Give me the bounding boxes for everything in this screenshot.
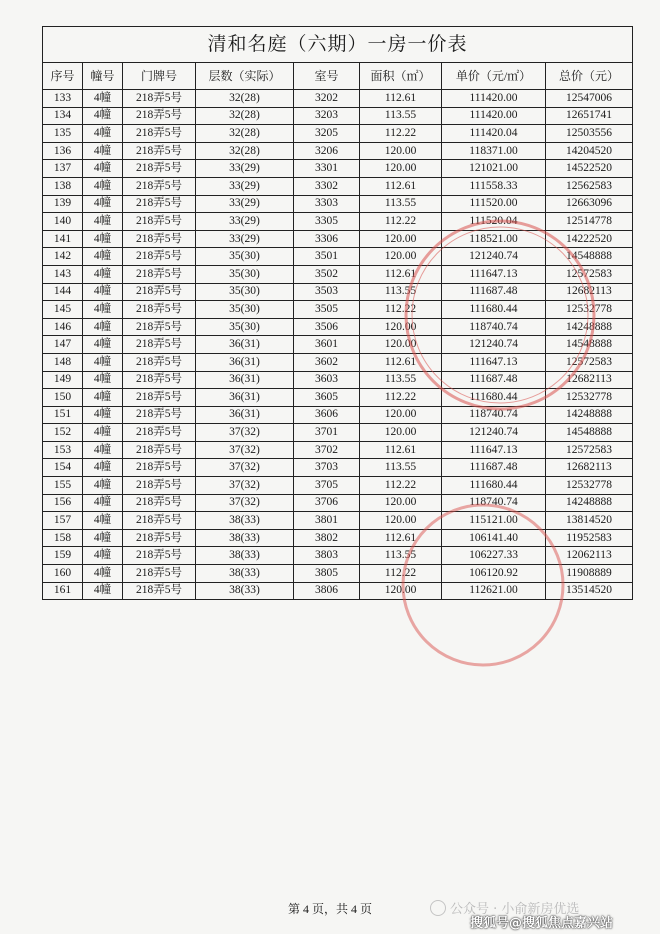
table-cell: 218弄5号 (123, 177, 196, 195)
table-cell: 218弄5号 (123, 213, 196, 231)
table-cell: 157 (43, 512, 83, 530)
table-cell: 14248888 (546, 318, 633, 336)
table-cell: 37(32) (196, 424, 294, 442)
column-header: 序号 (43, 63, 83, 90)
watermark-text: 公众号 · 小俞新房优选 (450, 902, 580, 917)
table-cell: 145 (43, 301, 83, 319)
table-cell: 12572583 (546, 441, 633, 459)
table-cell: 12532778 (546, 301, 633, 319)
table-cell: 118740.74 (442, 494, 546, 512)
table-cell: 120.00 (360, 160, 442, 178)
table-cell: 120.00 (360, 318, 442, 336)
table-cell: 37(32) (196, 494, 294, 512)
table-cell: 4幢 (83, 283, 123, 301)
table-cell: 33(29) (196, 160, 294, 178)
table-cell: 135 (43, 125, 83, 143)
column-header: 幢号 (83, 63, 123, 90)
table-cell: 115121.00 (442, 512, 546, 530)
table-cell: 14548888 (546, 336, 633, 354)
table-cell: 142 (43, 248, 83, 266)
table-cell: 14222520 (546, 230, 633, 248)
table-cell: 113.55 (360, 195, 442, 213)
price-table (42, 26, 633, 600)
table-cell: 218弄5号 (123, 265, 196, 283)
table-row (43, 371, 633, 389)
table-cell: 156 (43, 494, 83, 512)
table-cell: 3801 (294, 512, 360, 530)
table-cell: 4幢 (83, 477, 123, 495)
table-cell: 113.55 (360, 107, 442, 125)
table-cell: 144 (43, 283, 83, 301)
table-cell: 112.61 (360, 529, 442, 547)
table-cell: 3202 (294, 90, 360, 108)
column-header: 层数（实际） (196, 63, 294, 90)
table-cell: 111647.13 (442, 441, 546, 459)
table-cell: 120.00 (360, 336, 442, 354)
table-cell: 35(30) (196, 318, 294, 336)
table-cell: 218弄5号 (123, 318, 196, 336)
table-cell: 120.00 (360, 494, 442, 512)
table-cell: 4幢 (83, 389, 123, 407)
table-cell: 112.61 (360, 441, 442, 459)
table-row (43, 301, 633, 319)
table-cell: 33(29) (196, 195, 294, 213)
table-row (43, 336, 633, 354)
table-cell: 4幢 (83, 371, 123, 389)
wechat-icon (430, 900, 446, 916)
table-cell: 160 (43, 565, 83, 583)
table-cell: 218弄5号 (123, 230, 196, 248)
table-row (43, 406, 633, 424)
table-cell: 151 (43, 406, 83, 424)
table-row (43, 318, 633, 336)
table-cell: 4幢 (83, 441, 123, 459)
table-cell: 120.00 (360, 512, 442, 530)
table-cell: 218弄5号 (123, 565, 196, 583)
table-row (43, 441, 633, 459)
table-cell: 111687.48 (442, 283, 546, 301)
table-cell: 4幢 (83, 353, 123, 371)
table-cell: 3505 (294, 301, 360, 319)
table-cell: 36(31) (196, 389, 294, 407)
table-cell: 133 (43, 90, 83, 108)
price-list-document (42, 26, 632, 600)
table-cell: 218弄5号 (123, 107, 196, 125)
table-cell: 4幢 (83, 160, 123, 178)
table-cell: 137 (43, 160, 83, 178)
table-cell: 36(31) (196, 371, 294, 389)
table-cell: 218弄5号 (123, 477, 196, 495)
table-cell: 111680.44 (442, 389, 546, 407)
table-cell: 118521.00 (442, 230, 546, 248)
table-cell: 3602 (294, 353, 360, 371)
table-cell: 218弄5号 (123, 459, 196, 477)
table-row (43, 494, 633, 512)
table-cell: 218弄5号 (123, 529, 196, 547)
table-cell: 218弄5号 (123, 353, 196, 371)
table-cell: 218弄5号 (123, 301, 196, 319)
table-cell: 218弄5号 (123, 406, 196, 424)
table-cell: 3303 (294, 195, 360, 213)
table-cell: 138 (43, 177, 83, 195)
table-cell: 140 (43, 213, 83, 231)
table-cell: 147 (43, 336, 83, 354)
table-cell: 134 (43, 107, 83, 125)
table-cell: 3705 (294, 477, 360, 495)
table-cell: 3203 (294, 107, 360, 125)
column-header: 门牌号 (123, 63, 196, 90)
table-cell: 112.22 (360, 301, 442, 319)
table-row (43, 195, 633, 213)
table-cell: 112.61 (360, 265, 442, 283)
table-cell: 4幢 (83, 424, 123, 442)
table-cell: 33(29) (196, 213, 294, 231)
table-cell: 38(33) (196, 565, 294, 583)
table-cell: 3605 (294, 389, 360, 407)
table-cell: 218弄5号 (123, 142, 196, 160)
table-row (43, 107, 633, 125)
table-cell: 4幢 (83, 565, 123, 583)
table-cell: 112.22 (360, 125, 442, 143)
table-cell: 3806 (294, 582, 360, 600)
table-cell: 218弄5号 (123, 195, 196, 213)
table-cell: 218弄5号 (123, 248, 196, 266)
table-cell: 35(30) (196, 265, 294, 283)
table-cell: 4幢 (83, 195, 123, 213)
table-cell: 32(28) (196, 90, 294, 108)
column-header: 面积（㎡） (360, 63, 442, 90)
table-body (43, 90, 633, 600)
table-cell: 12532778 (546, 477, 633, 495)
table-cell: 139 (43, 195, 83, 213)
table-cell: 4幢 (83, 406, 123, 424)
table-cell: 3601 (294, 336, 360, 354)
table-cell: 3803 (294, 547, 360, 565)
table-cell: 218弄5号 (123, 512, 196, 530)
table-cell: 113.55 (360, 547, 442, 565)
table-cell: 113.55 (360, 283, 442, 301)
table-cell: 38(33) (196, 547, 294, 565)
table-cell: 12682113 (546, 283, 633, 301)
table-cell: 150 (43, 389, 83, 407)
table-cell: 118371.00 (442, 142, 546, 160)
table-cell: 112621.00 (442, 582, 546, 600)
table-cell: 218弄5号 (123, 160, 196, 178)
table-cell: 38(33) (196, 512, 294, 530)
table-cell: 12572583 (546, 353, 633, 371)
header-row (43, 63, 633, 90)
table-cell: 112.22 (360, 565, 442, 583)
table-cell: 3502 (294, 265, 360, 283)
table-cell: 111647.13 (442, 265, 546, 283)
table-cell: 3701 (294, 424, 360, 442)
table-row (43, 248, 633, 266)
table-cell: 4幢 (83, 318, 123, 336)
table-cell: 112.22 (360, 477, 442, 495)
table-cell: 12651741 (546, 107, 633, 125)
table-cell: 120.00 (360, 424, 442, 442)
table-row (43, 459, 633, 477)
table-cell: 3506 (294, 318, 360, 336)
table-cell: 4幢 (83, 213, 123, 231)
table-cell: 37(32) (196, 459, 294, 477)
table-cell: 152 (43, 424, 83, 442)
table-row (43, 265, 633, 283)
table-row (43, 90, 633, 108)
table-cell: 120.00 (360, 142, 442, 160)
table-cell: 218弄5号 (123, 547, 196, 565)
table-cell: 148 (43, 353, 83, 371)
table-cell: 14248888 (546, 406, 633, 424)
table-cell: 158 (43, 529, 83, 547)
table-row (43, 512, 633, 530)
table-row (43, 142, 633, 160)
table-cell: 4幢 (83, 107, 123, 125)
table-cell: 11952583 (546, 529, 633, 547)
table-cell: 141 (43, 230, 83, 248)
table-cell: 111520.00 (442, 195, 546, 213)
table-cell: 146 (43, 318, 83, 336)
table-row (43, 230, 633, 248)
table-cell: 38(33) (196, 582, 294, 600)
table-cell: 218弄5号 (123, 371, 196, 389)
table-cell: 14248888 (546, 494, 633, 512)
table-row (43, 283, 633, 301)
table-cell: 33(29) (196, 177, 294, 195)
table-cell: 35(30) (196, 283, 294, 301)
table-cell: 12547006 (546, 90, 633, 108)
table-cell: 3302 (294, 177, 360, 195)
table-cell: 3703 (294, 459, 360, 477)
table-cell: 218弄5号 (123, 283, 196, 301)
column-header: 单价（元/㎡） (442, 63, 546, 90)
table-cell: 218弄5号 (123, 389, 196, 407)
table-row (43, 477, 633, 495)
table-cell: 218弄5号 (123, 441, 196, 459)
table-cell: 4幢 (83, 125, 123, 143)
table-cell: 218弄5号 (123, 582, 196, 600)
table-cell: 33(29) (196, 230, 294, 248)
table-cell: 12532778 (546, 389, 633, 407)
table-cell: 32(28) (196, 125, 294, 143)
table-cell: 32(28) (196, 107, 294, 125)
table-cell: 112.61 (360, 353, 442, 371)
table-cell: 120.00 (360, 406, 442, 424)
table-cell: 12562583 (546, 177, 633, 195)
table-row (43, 213, 633, 231)
table-cell: 12663096 (546, 195, 633, 213)
table-cell: 36(31) (196, 336, 294, 354)
table-cell: 12572583 (546, 265, 633, 283)
table-cell: 143 (43, 265, 83, 283)
table-row (43, 424, 633, 442)
table-cell: 4幢 (83, 301, 123, 319)
table-cell: 3205 (294, 125, 360, 143)
table-cell: 136 (43, 142, 83, 160)
table-row (43, 160, 633, 178)
table-cell: 4幢 (83, 90, 123, 108)
table-cell: 4幢 (83, 177, 123, 195)
table-cell: 11908889 (546, 565, 633, 583)
table-cell: 3501 (294, 248, 360, 266)
table-cell: 12682113 (546, 459, 633, 477)
overlay-logo: 搜狐号@搜狐焦点嘉兴站 (470, 916, 614, 931)
table-cell: 161 (43, 582, 83, 600)
table-cell: 14522520 (546, 160, 633, 178)
table-cell: 3706 (294, 494, 360, 512)
table-row (43, 529, 633, 547)
table-cell: 218弄5号 (123, 424, 196, 442)
table-cell: 14548888 (546, 248, 633, 266)
table-cell: 14204520 (546, 142, 633, 160)
table-cell: 3503 (294, 283, 360, 301)
table-cell: 111680.44 (442, 477, 546, 495)
page-footer: 第 4 页，共 4 页 (287, 902, 372, 916)
table-cell: 36(31) (196, 406, 294, 424)
table-cell: 4幢 (83, 459, 123, 477)
table-cell: 121240.74 (442, 424, 546, 442)
column-header: 总价（元） (546, 63, 633, 90)
table-cell: 111687.48 (442, 371, 546, 389)
table-cell: 118740.74 (442, 406, 546, 424)
table-cell: 218弄5号 (123, 494, 196, 512)
table-cell: 121021.00 (442, 160, 546, 178)
table-cell: 111420.00 (442, 90, 546, 108)
table-cell: 111420.04 (442, 125, 546, 143)
table-cell: 106141.40 (442, 529, 546, 547)
table-cell: 111558.33 (442, 177, 546, 195)
table-cell: 32(28) (196, 142, 294, 160)
table-cell: 3606 (294, 406, 360, 424)
table-cell: 111520.04 (442, 213, 546, 231)
table-cell: 35(30) (196, 248, 294, 266)
table-cell: 118740.74 (442, 318, 546, 336)
table-title: 清和名庭（六期）一房一价表 (43, 27, 633, 63)
table-row (43, 582, 633, 600)
table-cell: 4幢 (83, 336, 123, 354)
table-cell: 113.55 (360, 459, 442, 477)
table-row (43, 547, 633, 565)
table-cell: 111687.48 (442, 459, 546, 477)
table-cell: 3603 (294, 371, 360, 389)
table-cell: 3301 (294, 160, 360, 178)
table-row (43, 125, 633, 143)
table-row (43, 177, 633, 195)
table-row (43, 353, 633, 371)
table-cell: 4幢 (83, 265, 123, 283)
table-cell: 155 (43, 477, 83, 495)
table-cell: 4幢 (83, 230, 123, 248)
table-cell: 4幢 (83, 547, 123, 565)
table-cell: 106227.33 (442, 547, 546, 565)
table-cell: 218弄5号 (123, 336, 196, 354)
table-cell: 111420.00 (442, 107, 546, 125)
column-header: 室号 (294, 63, 360, 90)
table-cell: 159 (43, 547, 83, 565)
table-row (43, 565, 633, 583)
table-cell: 154 (43, 459, 83, 477)
table-cell: 37(32) (196, 477, 294, 495)
table-cell: 12062113 (546, 547, 633, 565)
table-cell: 112.61 (360, 177, 442, 195)
table-cell: 36(31) (196, 353, 294, 371)
table-cell: 12514778 (546, 213, 633, 231)
table-cell: 121240.74 (442, 336, 546, 354)
table-cell: 4幢 (83, 512, 123, 530)
table-cell: 12503556 (546, 125, 633, 143)
table-row (43, 389, 633, 407)
table-cell: 218弄5号 (123, 125, 196, 143)
table-cell: 4幢 (83, 582, 123, 600)
table-cell: 4幢 (83, 494, 123, 512)
table-cell: 12682113 (546, 371, 633, 389)
table-cell: 13514520 (546, 582, 633, 600)
table-cell: 14548888 (546, 424, 633, 442)
table-cell: 218弄5号 (123, 90, 196, 108)
table-cell: 121240.74 (442, 248, 546, 266)
table-cell: 38(33) (196, 529, 294, 547)
table-cell: 153 (43, 441, 83, 459)
table-cell: 106120.92 (442, 565, 546, 583)
table-cell: 3805 (294, 565, 360, 583)
table-cell: 149 (43, 371, 83, 389)
table-cell: 4幢 (83, 248, 123, 266)
table-cell: 111647.13 (442, 353, 546, 371)
table-cell: 3802 (294, 529, 360, 547)
table-cell: 3206 (294, 142, 360, 160)
table-cell: 112.22 (360, 389, 442, 407)
table-cell: 35(30) (196, 301, 294, 319)
table-cell: 13814520 (546, 512, 633, 530)
table-cell: 120.00 (360, 582, 442, 600)
table-cell: 112.61 (360, 90, 442, 108)
table-cell: 3702 (294, 441, 360, 459)
table-cell: 120.00 (360, 248, 442, 266)
table-cell: 112.22 (360, 213, 442, 231)
table-cell: 37(32) (196, 441, 294, 459)
table-cell: 4幢 (83, 529, 123, 547)
table-cell: 3306 (294, 230, 360, 248)
table-cell: 120.00 (360, 230, 442, 248)
table-cell: 111680.44 (442, 301, 546, 319)
table-cell: 113.55 (360, 371, 442, 389)
table-cell: 3305 (294, 213, 360, 231)
table-cell: 4幢 (83, 142, 123, 160)
